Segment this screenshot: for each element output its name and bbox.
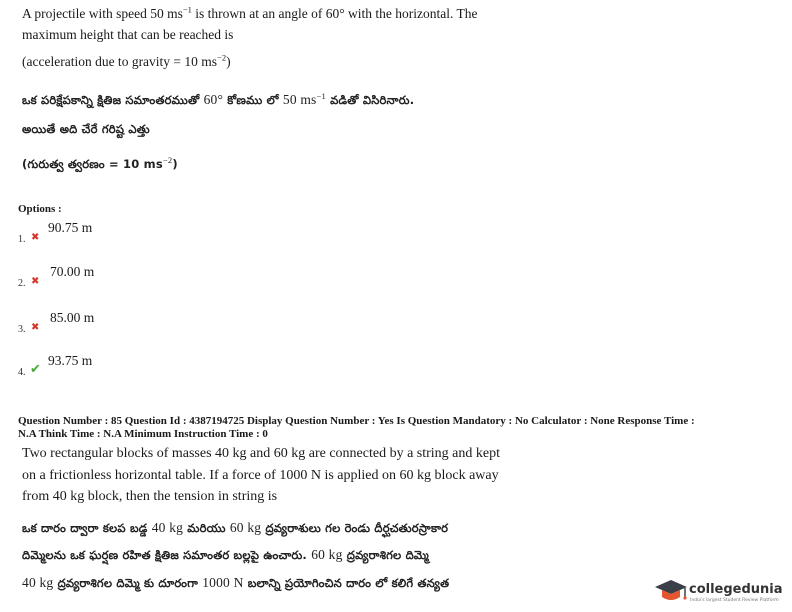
q85-te1-b: 40 kg — [151, 520, 184, 535]
check-icon: ✔ — [30, 362, 41, 377]
q84-te1-e: వడితో విసిరినారు. — [325, 93, 415, 107]
logo-wordmark: collegedunia — [689, 582, 783, 597]
q84-telugu-line1 — [22, 92, 414, 110]
option-3-number: 3. — [18, 324, 26, 335]
q84-line2: maximum height that can be reached is — [22, 27, 234, 42]
q84-line1-sup: −1 — [182, 4, 192, 15]
q84-line1 — [22, 6, 478, 22]
q85-meta-line2: N.A Think Time : N.A Minimum Instruction Time : 0 — [18, 428, 268, 440]
x-icon: ✖ — [31, 232, 40, 243]
q85-te2-a: దిమ్మెలను ఒక ఘర్షణ రహిత క్షితిజ సమాంతర బల్లపై ఉంచారు. — [22, 548, 312, 562]
q84-te1-d: 50 ms — [282, 92, 317, 107]
q85-te2-b: 60 kg — [311, 547, 343, 562]
q85-te1-e: ద్రవ్యరాశులు గల రెండు దీర్ఘచతురస్రాకార — [261, 521, 449, 535]
option-2-number: 2. — [18, 278, 26, 289]
q84-line1-text-a: A projectile with speed 50 ms — [22, 6, 183, 21]
q85-te1-d: 60 kg — [229, 520, 262, 535]
collegedunia-logo[interactable] — [654, 576, 790, 608]
q84-line3 — [22, 54, 231, 70]
option-1-number: 1. — [18, 234, 26, 245]
q85-line3: from 40 kg block, then the tension in string is — [22, 489, 278, 504]
q84-telugu-line2: అయితే అది చేరే గరిష్ట ఎత్తు — [22, 122, 150, 136]
q84-line3-text-b: ) — [226, 54, 231, 69]
q84-te1-b: 60° — [203, 92, 224, 107]
graduation-cap-icon — [654, 577, 688, 607]
q84-line3-sup: −2 — [217, 52, 227, 63]
option-3-value: 85.00 m — [50, 310, 95, 325]
x-icon: ✖ — [31, 322, 40, 333]
q84-te3-b: ) — [172, 157, 178, 171]
q84-te3-sup: −2 — [162, 155, 173, 166]
q84-line1-text-b: is thrown at an angle of 60° with the horizontal. The — [191, 6, 478, 21]
option-4-value: 93.75 m — [48, 353, 93, 368]
q84-line3-text-a: (acceleration due to gravity = 10 ms — [22, 54, 218, 69]
q84-telugu-line3 — [22, 157, 178, 174]
q85-te3-a: 40 kg — [22, 575, 54, 590]
q85-line1: Two rectangular blocks of masses 40 kg and 60 kg are connected by a string and kept — [22, 446, 500, 461]
q85-meta-line1: Question Number : 85 Question Id : 4387194725 Display Question Number : Yes Is Question Mandatory : No Calculator : None Response Time : — [18, 415, 695, 427]
q85-te3-b: ద్రవ్యరాశిగల దిమ్మె కు దూరంగా — [53, 576, 203, 590]
q85-te1-a: ఒక దారం ద్వారా కలప బడ్డ — [22, 521, 152, 535]
q85-telugu-line1 — [22, 520, 448, 538]
q85-telugu-line3 — [22, 575, 449, 593]
q84-te1-a: ఒక పరిక్షేపకాన్ని క్షితిజ సమాంతరముతో — [22, 93, 204, 107]
q84-te3-a: (గురుత్వ త్వరణం = 10 ms — [22, 157, 163, 171]
q85-te3-c: 1000 N — [202, 575, 244, 590]
q85-te1-c: మరియు — [183, 521, 230, 535]
q85-te3-d: బలాన్ని ప్రయోగించిన దారం లో కలిగే తన్యత — [243, 576, 450, 590]
q85-line2: on a frictionless horizontal table. If a force of 1000 N is applied on 60 kg block away — [22, 468, 499, 483]
option-2-value: 70.00 m — [50, 264, 95, 279]
x-icon: ✖ — [31, 276, 40, 287]
q84-te1-sup: −1 — [316, 91, 326, 102]
q84-te1-c: కోణము లో — [223, 93, 283, 107]
logo-tagline: India's largest Student Review Platform — [690, 598, 779, 603]
option-4-number: 4. — [18, 367, 26, 378]
option-1-value: 90.75 m — [48, 220, 93, 235]
q85-telugu-line2 — [22, 547, 429, 565]
q85-te2-c: ద్రవ్యరాశిగల దిమ్మె — [342, 548, 429, 562]
options-heading: Options : — [18, 203, 62, 215]
